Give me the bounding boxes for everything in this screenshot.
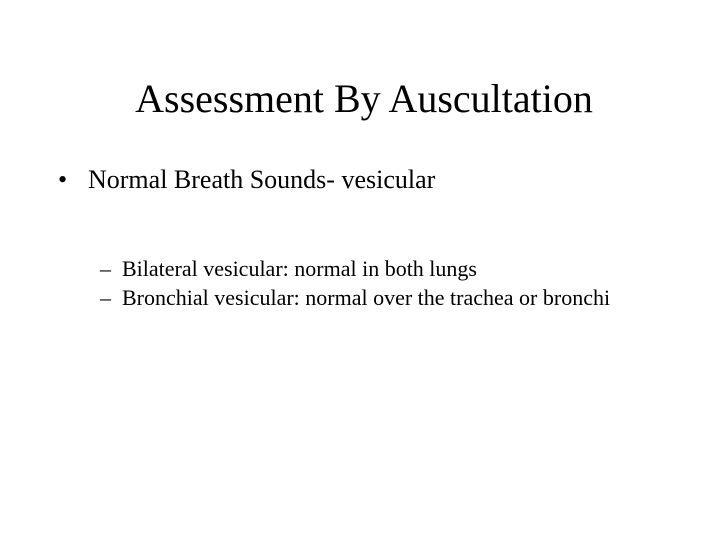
sub-bullet-item <box>100 254 670 283</box>
sub-bullet-list <box>100 254 670 312</box>
sub-bullet-item <box>100 283 670 312</box>
sub-bullet-marker: – <box>100 285 111 310</box>
sub-bullet-text: Bronchial vesicular: normal over the trachea or bronchi <box>122 285 611 310</box>
slide-title: Assessment By Auscultation <box>135 76 593 121</box>
sub-bullet-marker: – <box>100 256 111 281</box>
bullet-marker: • <box>58 165 68 194</box>
bullet-list <box>58 163 698 197</box>
sub-bullet-text: Bilateral vesicular: normal in both lungs <box>122 256 477 281</box>
bullet-text: Normal Breath Sounds- vesicular <box>88 165 436 194</box>
bullet-item <box>58 163 698 197</box>
